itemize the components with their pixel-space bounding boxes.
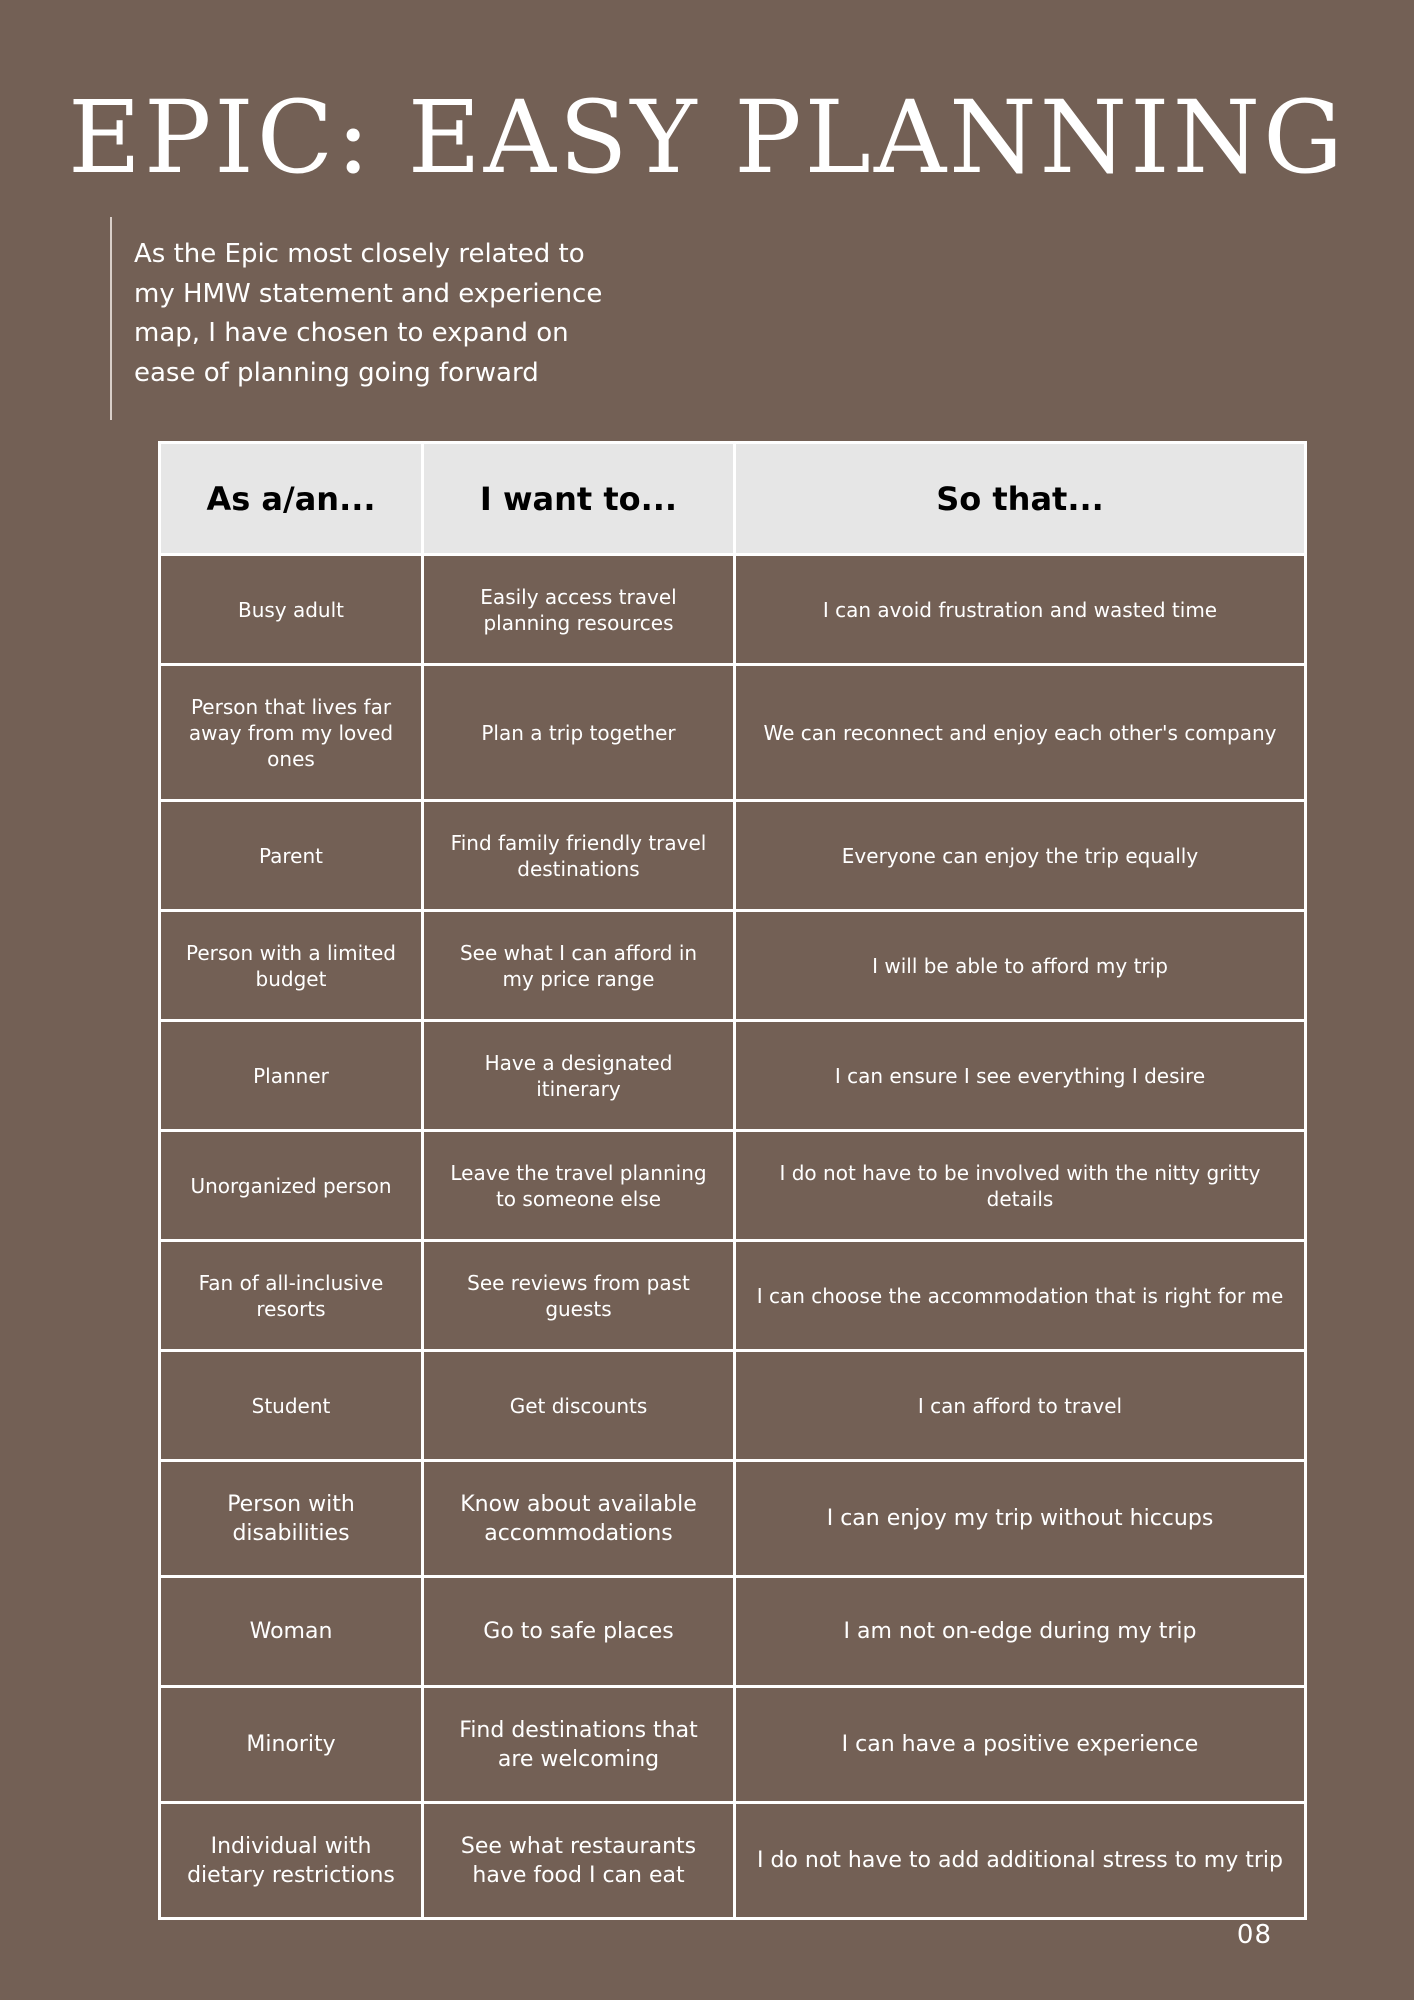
header-i-want-to: I want to... — [423, 443, 735, 555]
table-row — [160, 1461, 1306, 1577]
cell-role: Planner — [160, 1021, 423, 1131]
cell-reason: I do not have to be involved with the nitty gritty details — [735, 1131, 1306, 1241]
cell-reason: I can choose the accommodation that is right for me — [735, 1241, 1306, 1351]
table-row — [160, 1577, 1306, 1687]
cell-reason: I will be able to afford my trip — [735, 911, 1306, 1021]
cell-reason: I can have a positive experience — [735, 1687, 1306, 1803]
cell-reason: We can reconnect and enjoy each other's company — [735, 665, 1306, 801]
cell-want: Go to safe places — [423, 1577, 735, 1687]
header-as-a: As a/an... — [160, 443, 423, 555]
table-row — [160, 1803, 1306, 1919]
cell-role: Person that lives far away from my loved ones — [160, 665, 423, 801]
table-row — [160, 555, 1306, 665]
cell-reason: I do not have to add additional stress to my trip — [735, 1803, 1306, 1919]
cell-want: Leave the travel planning to someone else — [423, 1131, 735, 1241]
table-header-row — [160, 443, 1306, 555]
cell-role: Parent — [160, 801, 423, 911]
cell-role: Woman — [160, 1577, 423, 1687]
cell-want: See what restaurants have food I can eat — [423, 1803, 735, 1919]
table-row — [160, 1351, 1306, 1461]
cell-want: See what I can afford in my price range — [423, 911, 735, 1021]
cell-reason: I can afford to travel — [735, 1351, 1306, 1461]
intro-callout — [110, 217, 632, 420]
table-row — [160, 1687, 1306, 1803]
cell-reason: I can enjoy my trip without hiccups — [735, 1461, 1306, 1577]
cell-reason: I am not on-edge during my trip — [735, 1577, 1306, 1687]
page-title: EPIC: EASY PLANNING — [67, 79, 1347, 196]
cell-role: Unorganized person — [160, 1131, 423, 1241]
table-row — [160, 665, 1306, 801]
cell-want: Have a designated itinerary — [423, 1021, 735, 1131]
cell-want: Know about available accommodations — [423, 1461, 735, 1577]
cell-want: Find destinations that are welcoming — [423, 1687, 735, 1803]
cell-want: Plan a trip together — [423, 665, 735, 801]
table-row — [160, 1131, 1306, 1241]
cell-role: Student — [160, 1351, 423, 1461]
cell-role: Busy adult — [160, 555, 423, 665]
header-so-that: So that... — [735, 443, 1306, 555]
cell-role: Person with a limited budget — [160, 911, 423, 1021]
cell-reason: I can avoid frustration and wasted time — [735, 555, 1306, 665]
cell-reason: I can ensure I see everything I desire — [735, 1021, 1306, 1131]
cell-role: Person with disabilities — [160, 1461, 423, 1577]
cell-want: See reviews from past guests — [423, 1241, 735, 1351]
cell-role: Minority — [160, 1687, 423, 1803]
cell-want: Get discounts — [423, 1351, 735, 1461]
table-row — [160, 911, 1306, 1021]
cell-want: Find family friendly travel destinations — [423, 801, 735, 911]
table-row — [160, 1241, 1306, 1351]
cell-want: Easily access travel planning resources — [423, 555, 735, 665]
cell-role: Individual with dietary restrictions — [160, 1803, 423, 1919]
table-row — [160, 1021, 1306, 1131]
cell-role: Fan of all-inclusive resorts — [160, 1241, 423, 1351]
table-row — [160, 801, 1306, 911]
user-story-table — [158, 441, 1307, 1920]
page-number: 08 — [1236, 1920, 1272, 1950]
cell-reason: Everyone can enjoy the trip equally — [735, 801, 1306, 911]
intro-text: As the Epic most closely related to my HMW statement and experience map, I have chosen to expand on ease of planning going forward — [134, 239, 603, 388]
